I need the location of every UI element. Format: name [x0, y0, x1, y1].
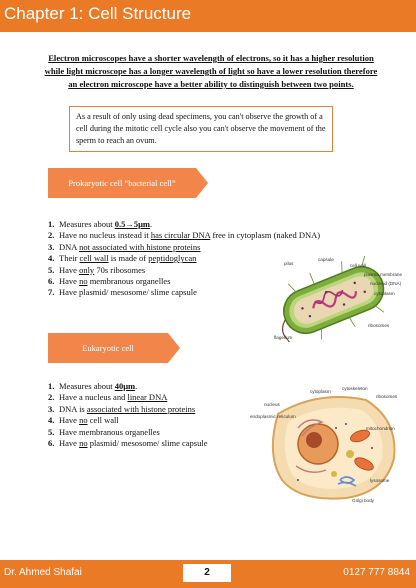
page-number: 2 — [183, 564, 231, 582]
figure-label: lysosome — [370, 478, 390, 483]
chapter-title: Chapter 1: Cell Structure — [4, 4, 192, 23]
banner-arrow-tip — [168, 333, 180, 363]
figure-label: cytoskeleton — [342, 386, 368, 391]
list-item: 1. Measures about 0.5→5μm. — [48, 219, 153, 229]
list-item: 2. Have no nucleus instead it has circular DNA free in cytoplasm (naked DNA) — [48, 230, 321, 241]
bacterial-cell-diagram — [272, 256, 412, 342]
figure-label: nucleus — [264, 402, 280, 407]
list-item: 5. Have only 70s ribosomes — [48, 264, 146, 275]
author-name: Dr. Ahmed Shafai — [4, 567, 82, 578]
eukaryotic-list — [48, 381, 208, 449]
figure-label: Golgi body — [352, 498, 374, 503]
figure-label: cytoplasm — [374, 291, 395, 296]
figure-label: cell wall — [350, 263, 367, 268]
figure-label: endoplasmic reticulum — [250, 414, 296, 419]
phone-number: 0127 777 8844 — [343, 567, 410, 578]
list-item: 4. Have no cell wall — [48, 415, 119, 426]
intro-paragraph: Electron microscopes have a shorter wavelength of electrons, so it has a higher resolution while light microscope has a longer wavelength of light so have a lower resolution therefore an electron microscope have a better ability to distinguish between two points. — [44, 53, 378, 89]
figure-label: mitochondrion — [366, 426, 395, 431]
list-item: 6. Have no membranous organelles — [48, 275, 171, 286]
figure-label: ribosomes — [368, 323, 390, 328]
figure-label: pilus — [284, 261, 294, 266]
list-item: 4. Their cell wall is made of peptidoglycan — [48, 253, 197, 264]
list-item: 6. Have no plasmid/ mesosome/ slime capsule — [48, 437, 208, 448]
figure-label: plasma membrane — [364, 272, 403, 277]
list-item: 3. DNA is associated with histone proteins — [48, 403, 196, 414]
note-box: As a result of only using dead specimens, you can't observe the growth of a cell during the mitotic cell cycle also you can't observe the movement of the sperm to reach an ovum. — [69, 106, 333, 152]
figure-label: cytoplasm — [310, 389, 331, 394]
banner-arrow-tip — [196, 168, 208, 198]
list-item: 2. Have a nucleus and linear DNA — [48, 392, 168, 403]
animal-cell-diagram — [248, 384, 408, 506]
chapter-header-bar — [0, 0, 416, 32]
prokaryotic-heading: Prokaryotic cell “bacterial cell” — [48, 168, 196, 198]
page-footer — [0, 560, 416, 588]
list-item: 1. Measures about 40μm. — [48, 381, 138, 391]
eukaryotic-heading: Eukaryotic cell — [48, 333, 168, 363]
figure-label: nucleoid (DNA) — [370, 281, 402, 286]
figure-label: ribosomes — [376, 394, 398, 399]
list-item: 3. DNA not associated with histone proteins — [48, 241, 201, 252]
figure-label: capsule — [318, 257, 334, 262]
list-item: 5. Have membranous organelles — [48, 426, 160, 437]
figure-label: flagellum — [274, 335, 293, 340]
list-item: 7. Have plasmid/ mesosome/ slime capsule — [48, 287, 197, 298]
